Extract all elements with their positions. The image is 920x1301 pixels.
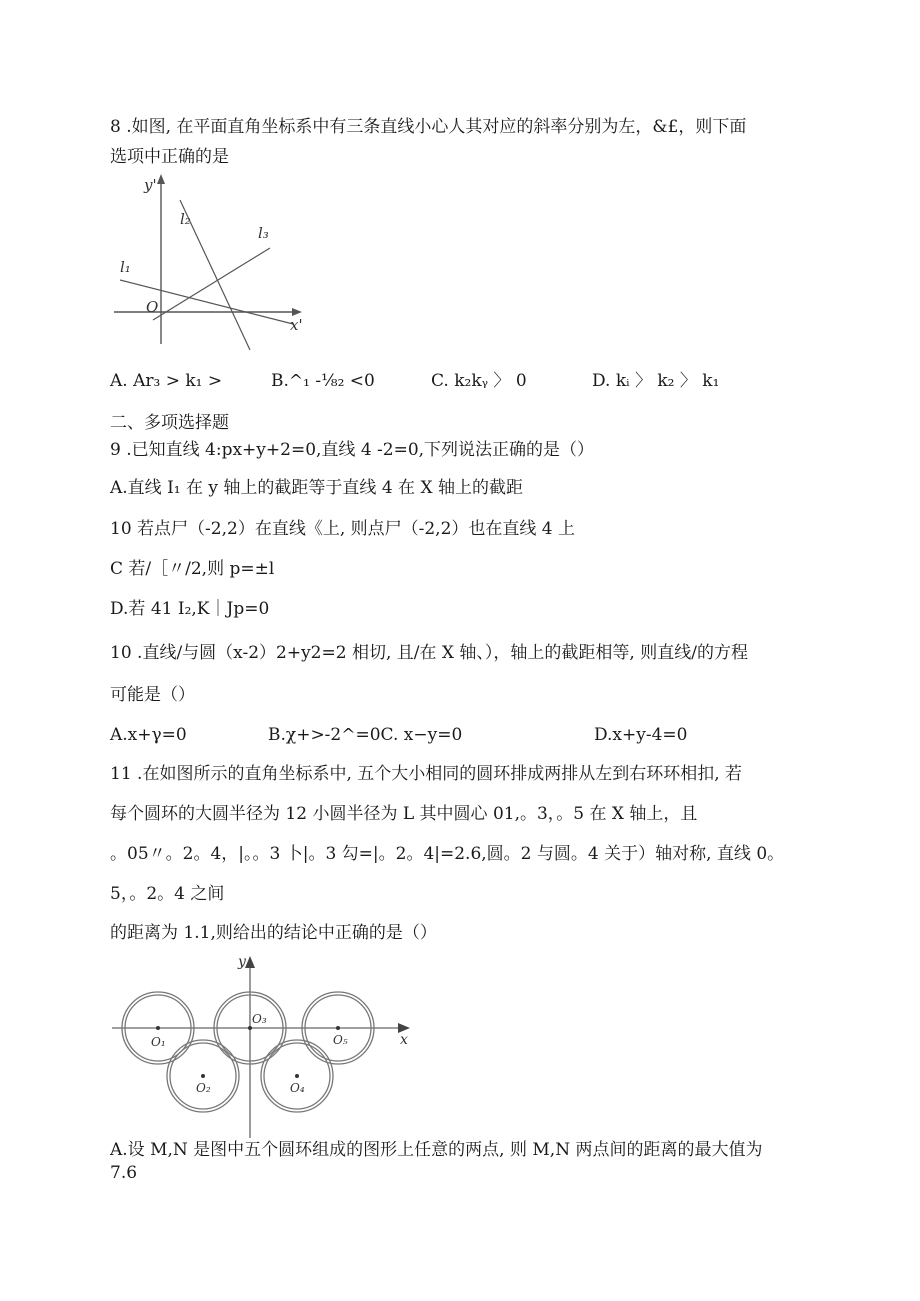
l2-label: l₂ — [180, 210, 191, 228]
q9-option-a: A.直线 I₁ 在 y 轴上的截距等于直线 4 在 X 轴上的截距 — [110, 478, 523, 498]
q11-stem-line2: 每个圆环的大圆半径为 12 小圆半径为 L 其中圆心 01,。3，。5 在 X 轴上，且 — [110, 804, 698, 824]
center-o4 — [295, 1074, 299, 1078]
q11-stem-line4: 5，。2。4 之间 — [110, 884, 225, 904]
q11-option-a-line2: 7.6 — [110, 1163, 138, 1183]
q8-option-b: B.^₁ -⅛₂ <0 — [271, 371, 375, 391]
label-o2: O₂ — [196, 1081, 211, 1095]
x-axis-label: x — [400, 1032, 408, 1048]
l3-label: l₃ — [258, 224, 269, 242]
q11-stem-line3: 。05〃。2。4，|。。3 卜|。3 勾=|。2。4|=2.6,圆。2 与圆。4 关于）轴对称, 直线 0。 — [110, 844, 785, 864]
q8-stem-line1: 8 .如图, 在平面直角坐标系中有三条直线小心人其对应的斜率分别为左，&£，则下面 — [110, 117, 747, 137]
q8-option-c: C. k₂kᵧ 〉 0 — [431, 371, 527, 391]
center-o2 — [201, 1074, 205, 1078]
center-o3 — [248, 1026, 252, 1030]
section-title: 二、多项选择题 — [110, 413, 229, 433]
q9-stem: 9 .已知直线 4:px+y+2=0,直线 4 -2=0,下列说法正确的是（） — [110, 440, 595, 460]
x-axis-arrow — [292, 308, 302, 316]
q9-option-b: 10 若点尸（-2,2）在直线《上, 则点尸（-2,2）也在直线 4 上 — [110, 519, 576, 539]
figure-five-rings — [110, 952, 420, 1138]
label-o3: O₃ — [252, 1012, 267, 1026]
label-o4: O₄ — [290, 1081, 305, 1095]
y-axis-label: y — [238, 954, 246, 970]
q8-stem-line2: 选项中正确的是 — [110, 147, 229, 167]
label-o5: O₅ — [333, 1033, 348, 1047]
l1-label: l₁ — [120, 258, 131, 276]
q8-option-a: A. Ar₃ > k₁ > — [110, 371, 223, 391]
y-axis-arrow — [245, 956, 255, 968]
q11-stem-line1: 11 .在如图所示的直角坐标系中, 五个大小相同的圆环排成两排从左到右环环相扣, 若 — [110, 764, 743, 784]
q9-option-c: C 若/［〃/2,则 p=±l — [110, 559, 275, 579]
q9-option-d: D.若 41 I₂,K｜Jp=0 — [110, 599, 270, 619]
origin-label: O — [146, 298, 159, 316]
q10-stem-line1: 10 .直线/与圆（x-2）2+y2=2 相切, 且/在 X 轴、），轴上的截距相等, 则直线/的方程 — [110, 643, 748, 663]
q10-option-d: D.x+y-4=0 — [594, 725, 688, 745]
y-axis-arrow — [157, 174, 165, 184]
y-axis-label: y' — [144, 176, 157, 194]
line-l3 — [153, 248, 270, 320]
center-o5 — [336, 1026, 340, 1030]
center-o1 — [156, 1026, 160, 1030]
q10-option-bc: B.χ+>-2^=0C. x−y=0 — [268, 725, 463, 745]
label-o1: O₁ — [151, 1035, 166, 1049]
q11-stem-line5: 的距离为 1.1,则给出的结论中正确的是（） — [110, 923, 437, 943]
x-axis-label: x' — [290, 316, 303, 334]
q8-option-d: D. kᵢ 〉 k₂ 〉 k₁ — [592, 371, 720, 391]
figure-three-lines — [108, 172, 308, 350]
q10-option-a: A.x+γ=0 — [110, 725, 187, 745]
q10-stem-line2: 可能是（） — [110, 685, 195, 705]
q11-option-a-line1: A.设 M,N 是图中五个圆环组成的图形上任意的两点, 则 M,N 两点间的距离的最大值为 — [110, 1140, 763, 1160]
